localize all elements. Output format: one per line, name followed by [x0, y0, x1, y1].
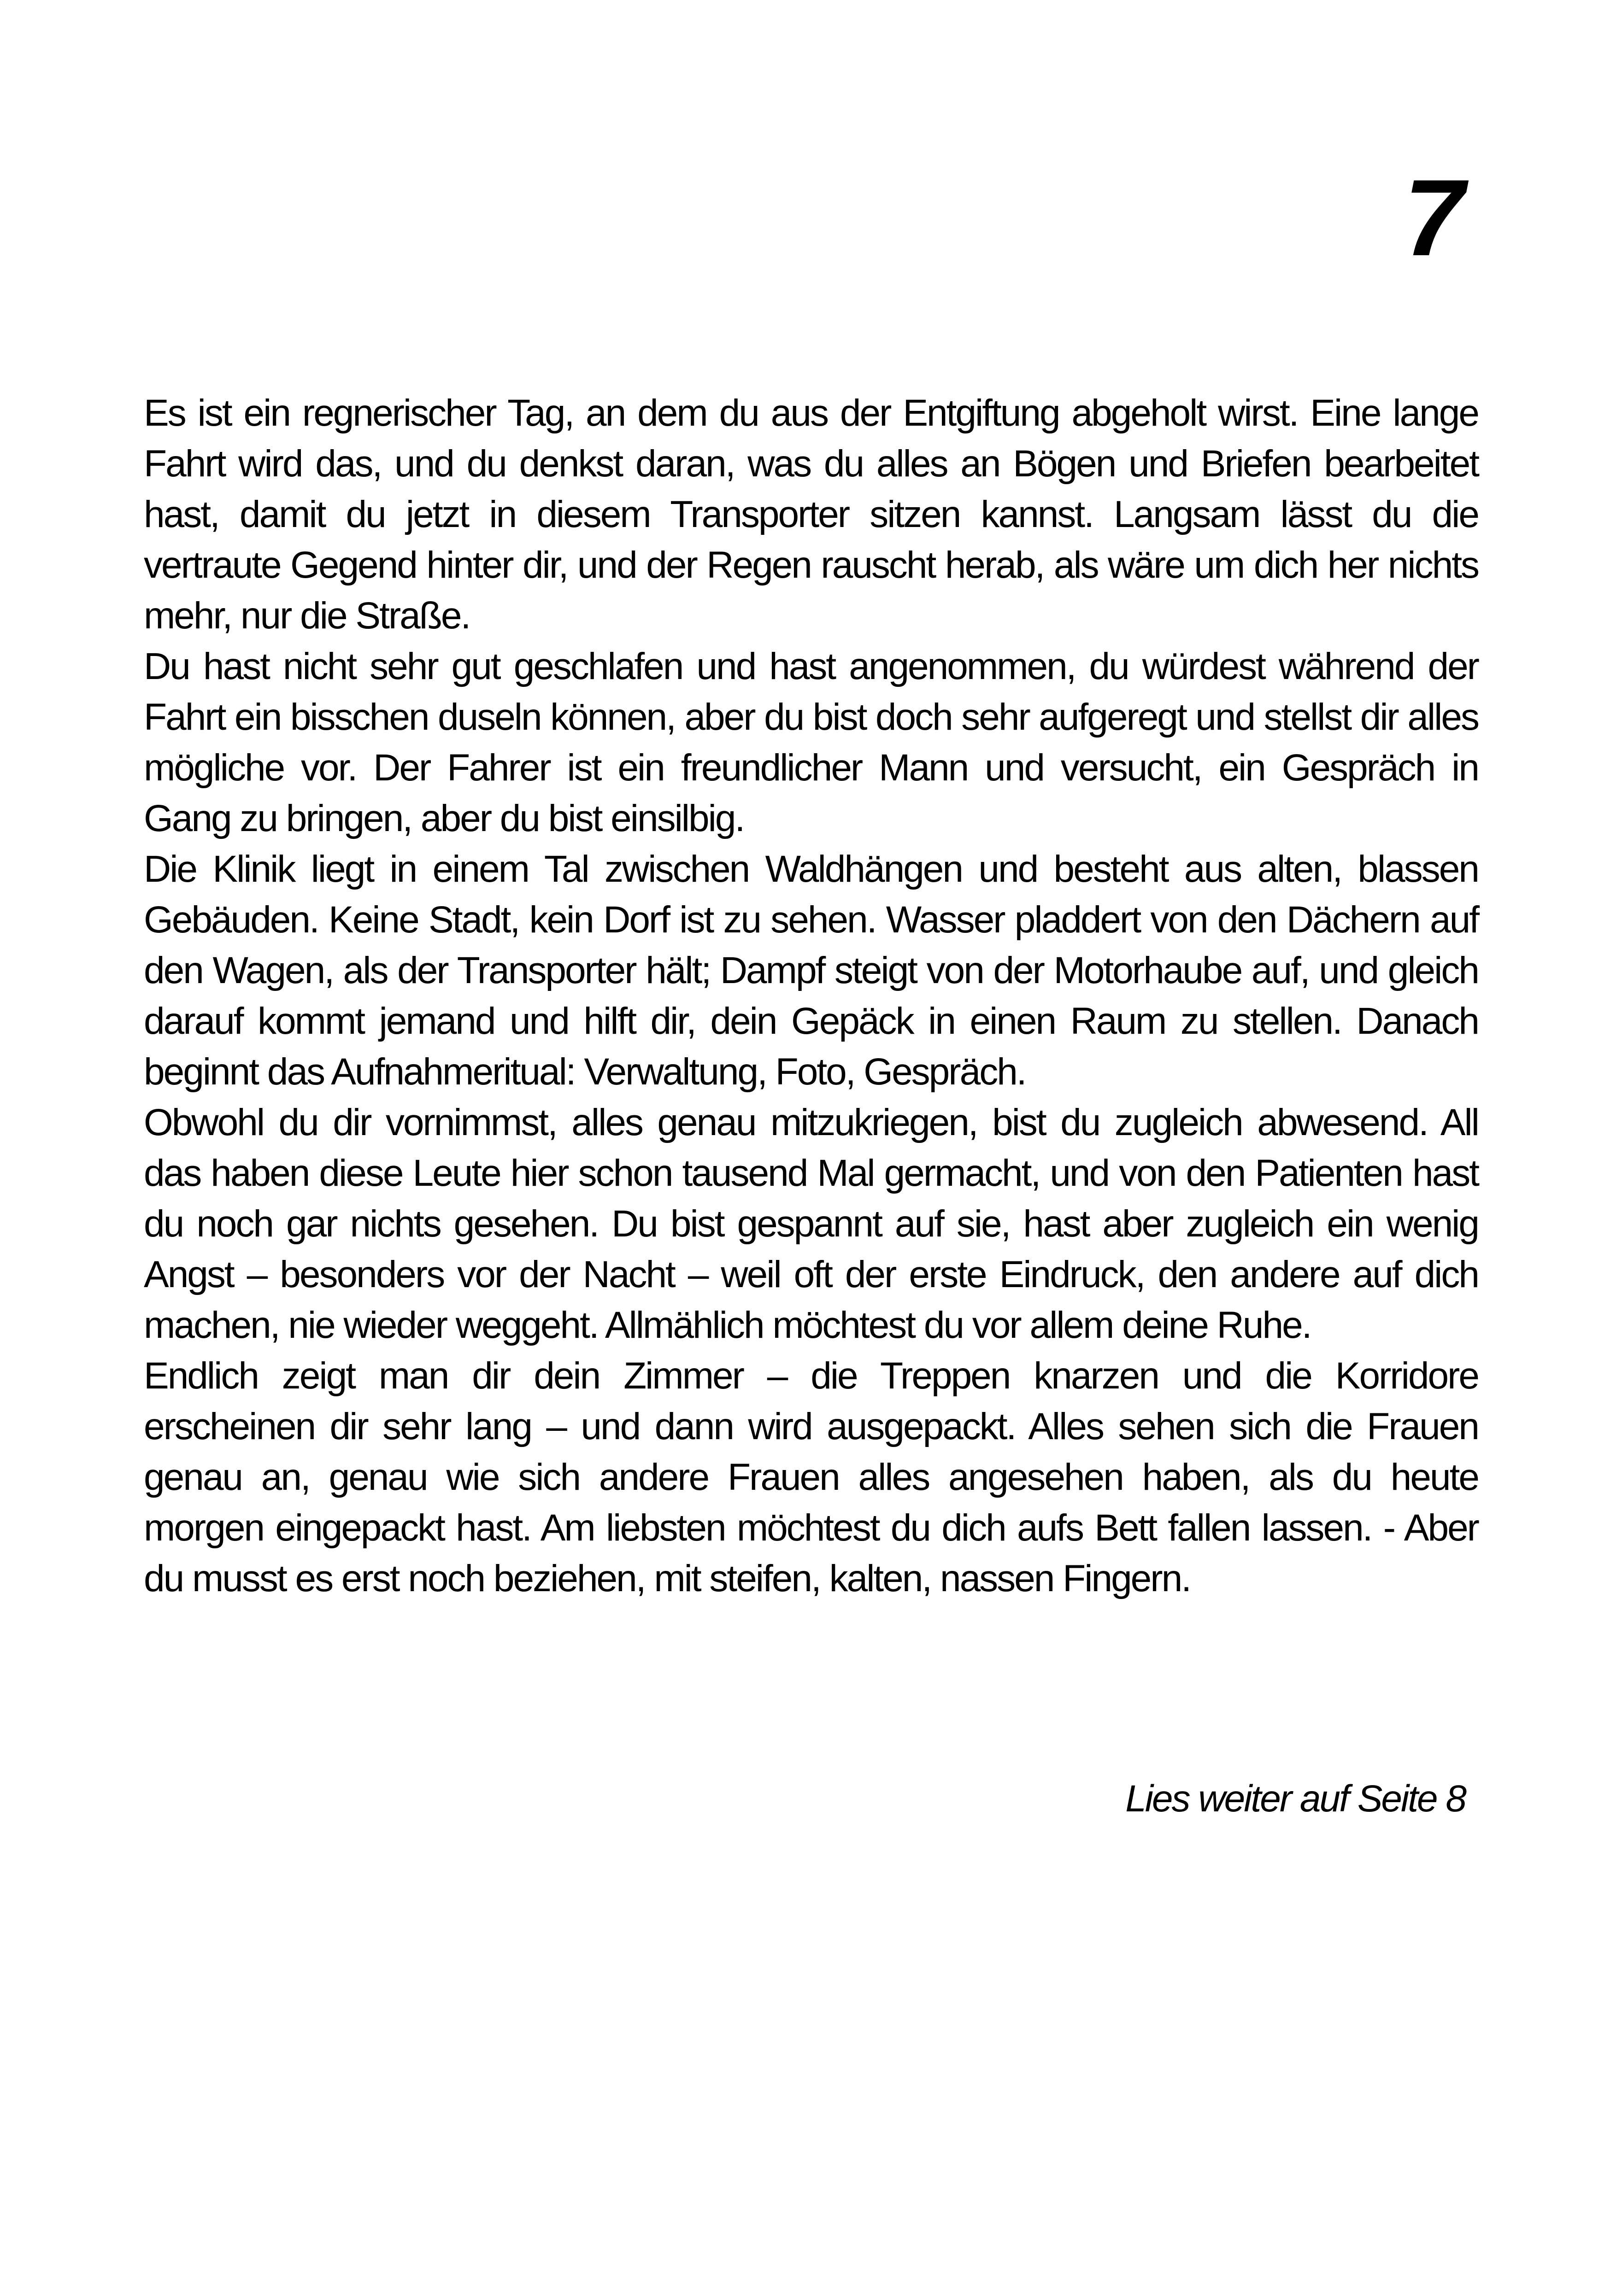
page-number: 7 [1404, 157, 1464, 279]
paragraph-4: Obwohl du dir vornimmst, alles genau mitzukriegen, bist du zugleich abwesend. All das haben diese Leute hier schon tausend Mal germacht, und von den Patienten hast du noch gar nichts gesehen. Du bist gespannt auf sie, hast aber zugleich ein wenig Angst – besonders vor der Nacht – weil oft der erste Eindruck, den andere auf dich machen, nie wieder weggeht. Allmählich möchtest du vor allem deine Ruhe. [144, 1101, 1478, 1346]
paragraph-5: Endlich zeigt man dir dein Zimmer – die Treppen knarzen und die Korridore erscheinen dir sehr lang – und dann wird ausgepackt. Alles sehen sich die Frauen genau an, genau wie sich andere Frauen alles angesehen haben, als du heute morgen eingepackt hast. Am liebsten möchtest du dich aufs Bett fallen lassen. - Aber du musst es erst noch beziehen, mit steifen, kalten, nassen Fingern. [144, 1355, 1478, 1599]
paragraph-2: Du hast nicht sehr gut geschlafen und hast angenommen, du würdest während der Fahrt ein bisschen duseln können, aber du bist doch sehr aufgeregt und stellst dir alles mögliche vor. Der Fahrer ist ein freundlicher Mann und versucht, ein Gespräch in Gang zu bringen, aber du bist einsilbig. [144, 645, 1478, 839]
paragraph-1: Es ist ein regnerischer Tag, an dem du aus der Entgiftung abgeholt wirst. Eine lange Fahrt wird das, und du denkst daran, was du alles an Bögen und Briefen bearbeitet hast, damit du jetzt in diesem Transporter sitzen kannst. Langsam lässt du die vertraute Gegend hinter dir, und der Regen rauscht herab, als wäre um dich her nichts mehr, nur die Straße. [144, 392, 1478, 637]
continue-reading-note: Lies weiter auf Seite 8 [1125, 1778, 1465, 1820]
paragraph-3: Die Klinik liegt in einem Tal zwischen Waldhängen und besteht aus alten, blassen Gebäuden. Keine Stadt, kein Dorf ist zu sehen. Wasser pladdert von den Dächern auf den Wagen, als der Transporter hält; Dampf steigt von der Motorhaube auf, und gleich darauf kommt jemand und hilft dir, dein Gepäck in einen Raum zu stellen. Danach beginnt das Aufnahmeritual: Verwaltung, Foto, Gespräch. [144, 848, 1478, 1093]
story-text [144, 388, 1478, 1604]
